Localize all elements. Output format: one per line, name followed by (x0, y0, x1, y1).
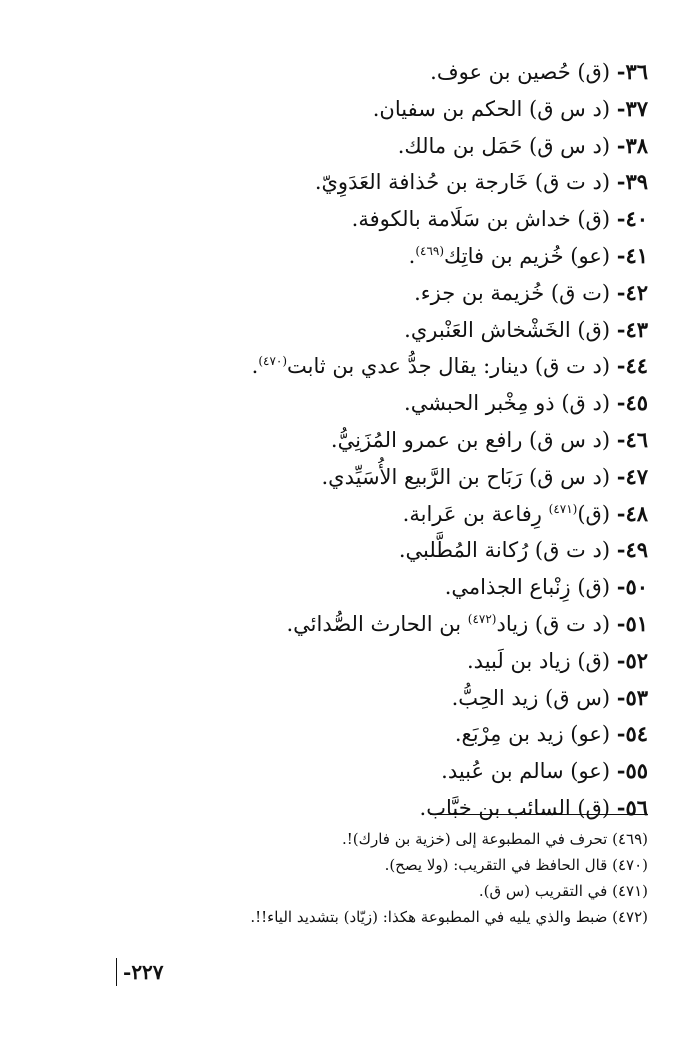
footnote-ref: (٤٧٢) (467, 611, 497, 626)
footnote-text: في التقريب (س ق). (478, 882, 613, 900)
entry-text: (ق) زِنْباع الجذامي. (444, 575, 617, 600)
entry-number: ٤٨- (616, 500, 648, 526)
footnote-ref: (٤٦٩) (415, 243, 445, 258)
list-item (48, 128, 648, 165)
entry-number: ٥٤- (616, 721, 648, 747)
entry-text: (عو) خُزيم بن فاتِك (444, 243, 617, 268)
list-item (48, 496, 648, 533)
list-item (48, 238, 648, 275)
footnote (28, 878, 648, 904)
list-item (48, 54, 648, 91)
footnotes (28, 826, 648, 930)
entry-number: ٣٧- (616, 95, 648, 121)
entry-tail: بن الحارث الصُّدائي. (286, 611, 468, 636)
list-item (48, 459, 648, 496)
entry-text: (د ت ق) خَارجة بن حُذافة العَدَوِيّ. (314, 170, 617, 195)
list-item (48, 643, 648, 680)
entry-text: (د س ق) رافع بن عمرو المُزَنِيُّ. (330, 427, 617, 452)
footnote-text: تحرف في المطبوعة إلى (خزية بن فارك)!. (341, 830, 613, 848)
entry-number: ٥٦- (616, 794, 648, 820)
entry-text: (ق) زياد بن لَبيد. (467, 648, 617, 673)
list-item (48, 532, 648, 569)
entry-tail: . (251, 354, 259, 379)
entry-number: ٤٠- (616, 206, 648, 232)
footnote-text: ضبط والذي يليه في المطبوعة هكذا: (زيّاد) بتشديد الياء!!. (250, 908, 613, 926)
footnote (28, 826, 648, 852)
entry-text: (د س ق) الحكم بن سفيان. (372, 96, 617, 121)
entry-text: (ق) الخَشْخاش العَنْبري. (404, 317, 617, 342)
entry-number: ٤٤- (616, 353, 648, 379)
entry-tail: رِفاعة بن عَرابة. (402, 501, 549, 526)
page-number: ٢٢٧- (116, 958, 164, 986)
entry-text: (ت ق) خُزيمة بن جزء. (414, 280, 617, 305)
footnote-number: (٤٧٠) (612, 856, 648, 874)
list-item (48, 569, 648, 606)
entry-number: ٤٩- (616, 537, 648, 563)
entry-number: ٤٣- (616, 316, 648, 342)
entry-number: ٥٣- (616, 684, 648, 710)
entry-text: (د ت ق) زياد (496, 611, 617, 636)
entry-number: ٥١- (616, 610, 648, 636)
footnote-number: (٤٧٢) (612, 908, 648, 926)
list-item (48, 422, 648, 459)
entry-number: ٣٦- (616, 59, 648, 84)
entries-list (48, 54, 648, 827)
list-item (48, 790, 648, 827)
footnote-number: (٤٦٩) (612, 830, 648, 848)
footnote-number: (٤٧١) (612, 882, 648, 900)
list-item (48, 312, 648, 349)
footnote (28, 852, 648, 878)
entry-number: ٥٥- (616, 758, 648, 784)
entry-number: ٥٠- (616, 574, 648, 600)
entry-text: (د ت ق) رُكانة المُطَّلبي. (398, 538, 617, 563)
list-item (48, 385, 648, 422)
entry-number: ٤٧- (616, 463, 648, 489)
entry-number: ٤١- (616, 242, 648, 268)
entry-number: ٤٦- (616, 426, 648, 452)
entry-text: (د س ق) رَبَاح بن الرَّبيع الأُسَيِّدي. (321, 464, 617, 489)
entry-tail: . (408, 243, 416, 268)
entry-text: (د س ق) حَمَل بن مالك. (397, 133, 617, 158)
list-item (48, 680, 648, 717)
list-item (48, 275, 648, 312)
entry-number: ٥٢- (616, 647, 648, 673)
entry-text: (عو) زيد بن مِرْبَع. (454, 722, 617, 747)
list-item (48, 91, 648, 128)
entry-text: (ق) حُصين بن عوف. (430, 60, 617, 84)
entry-number: ٤٢- (616, 279, 648, 305)
entry-text: (ق) (577, 501, 617, 526)
list-item (48, 348, 648, 385)
footnote-ref: (٤٧١) (548, 501, 578, 516)
list-item (48, 201, 648, 238)
footnote-ref: (٤٧٠) (258, 354, 288, 369)
list-item (48, 606, 648, 643)
footnote-text: قال الحافظ في التقريب: (ولا يصح). (384, 856, 613, 874)
footnote-divider (430, 814, 648, 815)
entry-number: ٣٩- (616, 169, 648, 195)
entry-text: (ق) السائب بن خبَّاب. (419, 795, 617, 820)
footnote (28, 904, 648, 930)
entry-number: ٣٨- (616, 132, 648, 158)
entry-text: (عو) سالم بن عُبيد. (441, 759, 617, 784)
entry-text: (د ت ق) دينار: يقال جدُّ عدي بن ثابت (287, 354, 617, 379)
entry-text: (ق) خداش بن سَلَامة بالكوفة. (351, 207, 617, 232)
list-item (48, 753, 648, 790)
entry-text: (س ق) زيد الحِبُّ. (451, 685, 617, 710)
list-item (48, 716, 648, 753)
entry-number: ٤٥- (616, 390, 648, 416)
list-item (48, 164, 648, 201)
entry-text: (د ق) ذو مِخْبر الحبشي. (404, 391, 617, 416)
